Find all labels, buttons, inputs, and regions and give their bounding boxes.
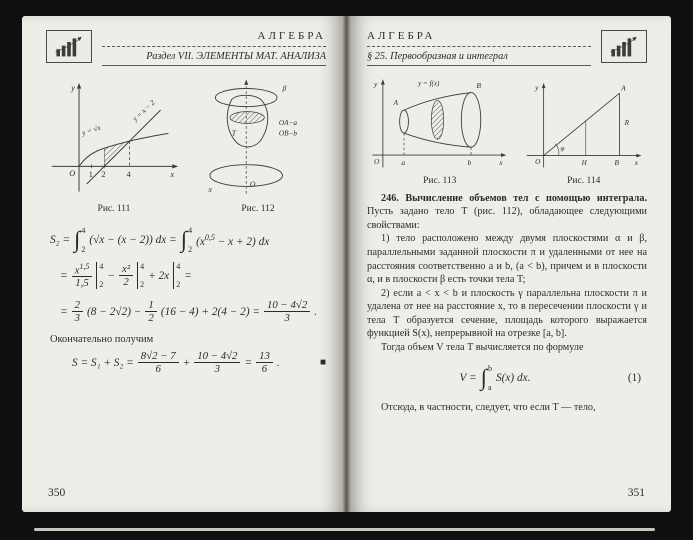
paragraph-condition-2: 2) если a < x < b и плоскость γ параллельна плоскости π и удалена от нее на расстояние x, то в пересечении плоскости γ и тела T образуется сечение, площадь которого выражается функцией S(x), непрерывной на отрезке [a, b]. bbox=[367, 287, 647, 340]
paragraph-246-body: Пусть задано тело T (рис. 112), обладающее следующими свойствами: bbox=[367, 206, 647, 231]
integral-sign bbox=[74, 226, 85, 254]
point-B: B bbox=[476, 81, 481, 91]
bar-chart-icon bbox=[601, 30, 647, 63]
book-gutter bbox=[342, 16, 351, 512]
angle-phi: φ bbox=[560, 144, 565, 153]
fraction: $\frac{\text{x²}}{2}$ bbox=[119, 263, 133, 288]
fraction: $\frac{8√2 - 7}{6}$ bbox=[138, 350, 179, 375]
formula-line-3 bbox=[60, 296, 326, 328]
fraction: $\frac{x^{1,5}}{1,5}$ bbox=[72, 263, 93, 290]
lower-limit: 2 bbox=[81, 244, 86, 254]
integral-sign bbox=[481, 364, 492, 392]
page-350 bbox=[22, 16, 342, 512]
figure-112-caption: Рис. 112 bbox=[241, 203, 275, 214]
right-ellipse bbox=[461, 93, 480, 148]
upper-limit: 4 bbox=[188, 225, 193, 235]
figure-114-triangle bbox=[520, 78, 647, 172]
axis-label-y: y bbox=[374, 79, 378, 89]
fraction: $\frac{1}{2}$ bbox=[145, 299, 156, 324]
formula-line-1 bbox=[50, 224, 326, 256]
right-figures-row bbox=[367, 74, 647, 186]
figure-114 bbox=[520, 78, 647, 185]
lower-limit: a bbox=[487, 382, 492, 392]
tick-2: 2 bbox=[101, 169, 106, 179]
math-token: (16 − 4) + 2(4 − 2) = bbox=[160, 305, 261, 318]
right-page-header bbox=[367, 30, 647, 66]
math-token: = bbox=[60, 269, 68, 282]
line-y-x-2 bbox=[87, 110, 161, 184]
formula-line-2 bbox=[60, 260, 326, 292]
figure-112 bbox=[190, 74, 326, 214]
beta-label: β bbox=[282, 83, 287, 93]
math-token: (√x − (x − 2)) dx = bbox=[89, 233, 177, 246]
section-subtitle: § 25. Первообразная и интеграл bbox=[367, 51, 591, 66]
point-A: A bbox=[621, 84, 627, 93]
section-ellipse bbox=[230, 112, 264, 124]
math-token: (8 − 2√2) − bbox=[87, 305, 142, 318]
paragraph-condition-1: 1) тело расположено между двумя плоскостями α и β, параллельными заданной плоскости π и удаленными от нее на расстояния соответственно a и b, (a < b), причем и в плоскости α, и в плоскости β есть точки тела T; bbox=[367, 233, 647, 286]
integral-symbol: ∫ bbox=[74, 227, 81, 253]
math-token: = bbox=[244, 356, 253, 369]
math-token: = bbox=[184, 269, 192, 282]
ob-annotation: OB−b bbox=[278, 129, 298, 138]
math-token: S₂ = bbox=[50, 233, 71, 246]
equation-number: (1) bbox=[627, 371, 641, 384]
book-title: АЛГЕБРА bbox=[257, 30, 326, 42]
page-number-351: 351 bbox=[627, 487, 645, 499]
figure-113 bbox=[367, 74, 512, 186]
math-token: . bbox=[276, 356, 280, 369]
figure-111-graph bbox=[46, 77, 182, 201]
figure-111 bbox=[46, 77, 182, 214]
fraction: $\frac{13}{6}$ bbox=[256, 350, 273, 375]
page-351 bbox=[351, 16, 671, 512]
exponent: 1,5 bbox=[79, 261, 90, 271]
tick-1: 1 bbox=[88, 169, 93, 179]
point-B: B bbox=[614, 159, 620, 168]
integral-symbol: ∫ bbox=[480, 365, 487, 390]
math-token: − bbox=[107, 269, 116, 282]
math-token: V = bbox=[459, 371, 477, 384]
fraction: $\frac{10 - 4√2}{3}$ bbox=[264, 299, 310, 324]
oa-annotation: OA−a bbox=[278, 118, 298, 127]
math-token: S = S₁ + S₂ = bbox=[72, 356, 134, 369]
section-disc bbox=[431, 100, 443, 139]
page-edge bbox=[34, 528, 655, 531]
bar-chart-icon bbox=[46, 30, 92, 63]
hypotenuse bbox=[544, 93, 620, 155]
upper-limit: b bbox=[487, 363, 492, 373]
axis-label-x: x bbox=[170, 169, 175, 179]
book-spread bbox=[22, 16, 671, 512]
math-token: + 2x bbox=[148, 269, 170, 282]
paragraph-246 bbox=[367, 192, 647, 233]
left-ellipse bbox=[400, 110, 409, 133]
paragraph-volume-intro: Тогда объем V тела T вычисляется по формуле bbox=[381, 341, 584, 353]
lower-limit: 2 bbox=[188, 244, 193, 254]
final-note: Окончательно получим bbox=[50, 333, 154, 345]
evaluation-bar: 4 2 bbox=[96, 262, 103, 289]
figure-111-caption: Рис. 111 bbox=[97, 203, 131, 214]
exponent: 0,5 bbox=[204, 232, 215, 242]
sqrt-curve bbox=[79, 133, 168, 166]
math-token: + bbox=[182, 356, 191, 369]
tick-4: 4 bbox=[126, 169, 131, 179]
point-A: A bbox=[393, 97, 399, 107]
axis-label-x: x bbox=[635, 159, 639, 168]
right-header-text bbox=[367, 30, 591, 66]
integral-sign bbox=[181, 226, 192, 254]
body-label: T bbox=[231, 128, 236, 138]
solution-math bbox=[50, 224, 326, 379]
dashed-rule bbox=[367, 46, 591, 47]
qed-square: ■ bbox=[319, 357, 326, 369]
math-token: = bbox=[60, 305, 68, 318]
tick-b: b bbox=[467, 157, 472, 167]
page-number-350: 350 bbox=[48, 487, 66, 499]
pi-label: π bbox=[208, 184, 212, 194]
bar-chart-icon-graphic bbox=[604, 33, 644, 60]
left-figures-row bbox=[46, 74, 326, 214]
axis-label-y: y bbox=[71, 83, 75, 93]
left-page-header bbox=[46, 30, 326, 66]
section-subtitle: Раздел VII. ЭЛЕМЕНТЫ МАТ. АНАЛИЗА bbox=[102, 51, 326, 66]
function-label: y = f(x) bbox=[418, 79, 440, 88]
upper-limit: 4 bbox=[81, 225, 86, 235]
point-H: H bbox=[582, 159, 588, 168]
figure-113-caption: Рис. 113 bbox=[423, 175, 457, 186]
curve-label: y = √x bbox=[81, 123, 102, 137]
paragraph-246-heading: 246. Вычисление объемов тел с помощью интеграла. bbox=[381, 192, 647, 204]
fraction: $\frac{2}{3}$ bbox=[72, 299, 83, 324]
axis-label-x: x bbox=[499, 157, 503, 167]
integral-symbol: ∫ bbox=[180, 227, 188, 253]
origin-label: O bbox=[374, 156, 380, 166]
book-title: АЛГЕБРА bbox=[367, 30, 436, 42]
point-R: R bbox=[625, 119, 630, 128]
paragraph-corollary: Отсюда, в частности, следует, что если T — тело, bbox=[381, 401, 596, 413]
math-token: $(x^{0,5} - x + 2)$ dx bbox=[196, 232, 270, 248]
dashed-rule bbox=[102, 46, 326, 47]
bar-chart-icon-graphic bbox=[49, 33, 89, 60]
axis-label-y: y bbox=[535, 84, 539, 93]
origin-label: O bbox=[69, 168, 76, 178]
figure-114-caption: Рис. 114 bbox=[567, 175, 601, 186]
figure-113-solid-of-revolution bbox=[367, 74, 512, 173]
tick-a: a bbox=[401, 157, 406, 167]
volume-formula bbox=[367, 362, 641, 394]
figure-112-solid bbox=[190, 74, 326, 201]
origin-label: O bbox=[249, 179, 256, 189]
fraction: $\frac{10 - 4√2}{3}$ bbox=[194, 350, 240, 375]
formula-line-final bbox=[72, 347, 326, 379]
origin-label: O bbox=[535, 158, 541, 167]
math-token: . bbox=[314, 305, 318, 318]
evaluation-bar: 4 2 bbox=[173, 262, 180, 289]
line-label: y = x − 2 bbox=[131, 98, 157, 123]
left-header-text bbox=[102, 30, 326, 66]
math-token: S(x) dx. bbox=[495, 371, 531, 384]
evaluation-bar: 4 2 bbox=[137, 262, 144, 289]
